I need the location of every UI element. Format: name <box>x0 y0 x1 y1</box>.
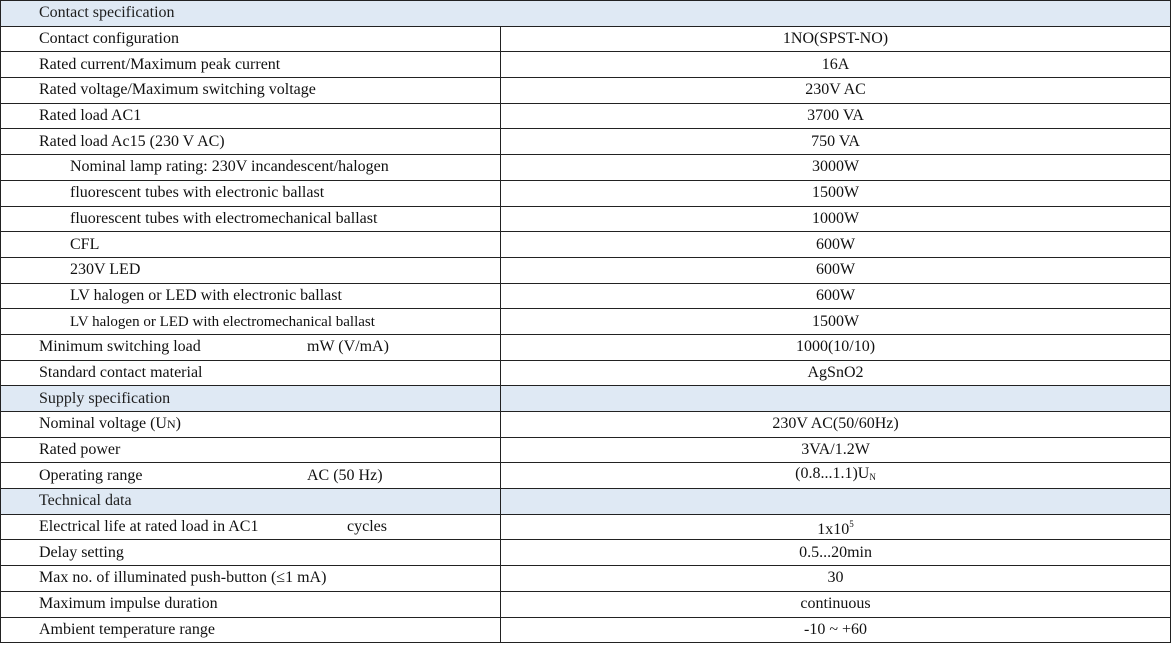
row-value: 600W <box>501 257 1171 283</box>
table-row <box>1 206 1171 232</box>
table-row <box>1 232 1171 258</box>
row-label: Nominal lamp rating: 230V incandescent/halogen <box>1 155 501 181</box>
row-value: 750 VA <box>501 129 1171 155</box>
section-title: Technical data <box>1 489 501 515</box>
row-label <box>1 334 501 360</box>
table-row <box>1 309 1171 335</box>
row-label: Maximum impulse duration <box>1 591 501 617</box>
row-label-text: Electrical life at rated load in AC1 <box>39 518 259 536</box>
table-row <box>1 463 1171 489</box>
row-label: Rated current/Maximum peak current <box>1 52 501 78</box>
table-row <box>1 180 1171 206</box>
row-label <box>1 412 501 438</box>
row-label-text: Nominal voltage (U <box>39 415 167 433</box>
table-row <box>1 617 1171 643</box>
row-value: 1500W <box>501 309 1171 335</box>
row-value: 0.5...20min <box>501 540 1171 566</box>
row-value <box>501 514 1171 540</box>
section-header-contact <box>1 1 1171 27</box>
row-label: fluorescent tubes with electromechanical ballast <box>1 206 501 232</box>
section-value-empty <box>501 489 1171 515</box>
row-label: Rated power <box>1 437 501 463</box>
row-label: Delay setting <box>1 540 501 566</box>
row-label: Rated load AC1 <box>1 103 501 129</box>
row-value-subscript: N <box>869 472 876 483</box>
row-label: Max no. of illuminated push-button (≤1 mA) <box>1 566 501 592</box>
row-label <box>1 463 501 489</box>
table-row <box>1 283 1171 309</box>
row-value: 30 <box>501 566 1171 592</box>
section-value-empty <box>501 386 1171 412</box>
row-label: Rated load Ac15 (230 V AC) <box>1 129 501 155</box>
row-unit: mW (V/mA) <box>307 338 389 356</box>
row-value: 1500W <box>501 180 1171 206</box>
table-row <box>1 591 1171 617</box>
row-value: continuous <box>501 591 1171 617</box>
row-value: 3700 VA <box>501 103 1171 129</box>
table-row <box>1 334 1171 360</box>
row-value: 600W <box>501 283 1171 309</box>
row-value: 16A <box>501 52 1171 78</box>
row-label-text: LV halogen or LED with electromechanical ballast <box>70 313 375 330</box>
row-label-subscript: N <box>166 417 176 432</box>
section-title: Supply specification <box>1 386 501 412</box>
table-row <box>1 437 1171 463</box>
row-value: 3VA/1.2W <box>501 437 1171 463</box>
row-value: -10 ~ +60 <box>501 617 1171 643</box>
table-row <box>1 26 1171 52</box>
row-label: LV halogen or LED with electronic ballast <box>1 283 501 309</box>
row-value: 230V AC <box>501 78 1171 104</box>
row-label <box>1 514 501 540</box>
row-label-text: Minimum switching load <box>39 338 201 356</box>
row-value: 3000W <box>501 155 1171 181</box>
row-value: 1000(10/10) <box>501 334 1171 360</box>
row-value: 1NO(SPST-NO) <box>501 26 1171 52</box>
row-label-close: ) <box>175 415 181 433</box>
table-row <box>1 103 1171 129</box>
row-label: Rated voltage/Maximum switching voltage <box>1 78 501 104</box>
table-row <box>1 129 1171 155</box>
table-row <box>1 78 1171 104</box>
row-label: 230V LED <box>1 257 501 283</box>
table-row <box>1 412 1171 438</box>
row-label-text: Operating range <box>39 466 143 484</box>
table-row <box>1 566 1171 592</box>
row-unit: AC (50 Hz) <box>307 466 383 484</box>
table-row <box>1 257 1171 283</box>
row-value: AgSnO2 <box>501 360 1171 386</box>
row-value <box>501 463 1171 489</box>
row-value-exponent: 5 <box>849 519 854 530</box>
section-header-supply <box>1 386 1171 412</box>
row-value-text: (0.8...1.1)U <box>795 465 870 483</box>
section-header-technical <box>1 489 1171 515</box>
row-label: CFL <box>1 232 501 258</box>
row-label: fluorescent tubes with electronic ballast <box>1 180 501 206</box>
row-unit: cycles <box>347 518 387 536</box>
table-row <box>1 514 1171 540</box>
row-label <box>1 309 501 335</box>
row-label: Standard contact material <box>1 360 501 386</box>
table-row <box>1 540 1171 566</box>
row-value-base: 1x10 <box>817 521 850 539</box>
row-label: Contact configuration <box>1 26 501 52</box>
table-row <box>1 155 1171 181</box>
row-label: Ambient temperature range <box>1 617 501 643</box>
row-value: 230V AC(50/60Hz) <box>501 412 1171 438</box>
table-row <box>1 360 1171 386</box>
table-row <box>1 52 1171 78</box>
row-value: 600W <box>501 232 1171 258</box>
section-title: Contact specification <box>1 1 1171 27</box>
row-value: 1000W <box>501 206 1171 232</box>
